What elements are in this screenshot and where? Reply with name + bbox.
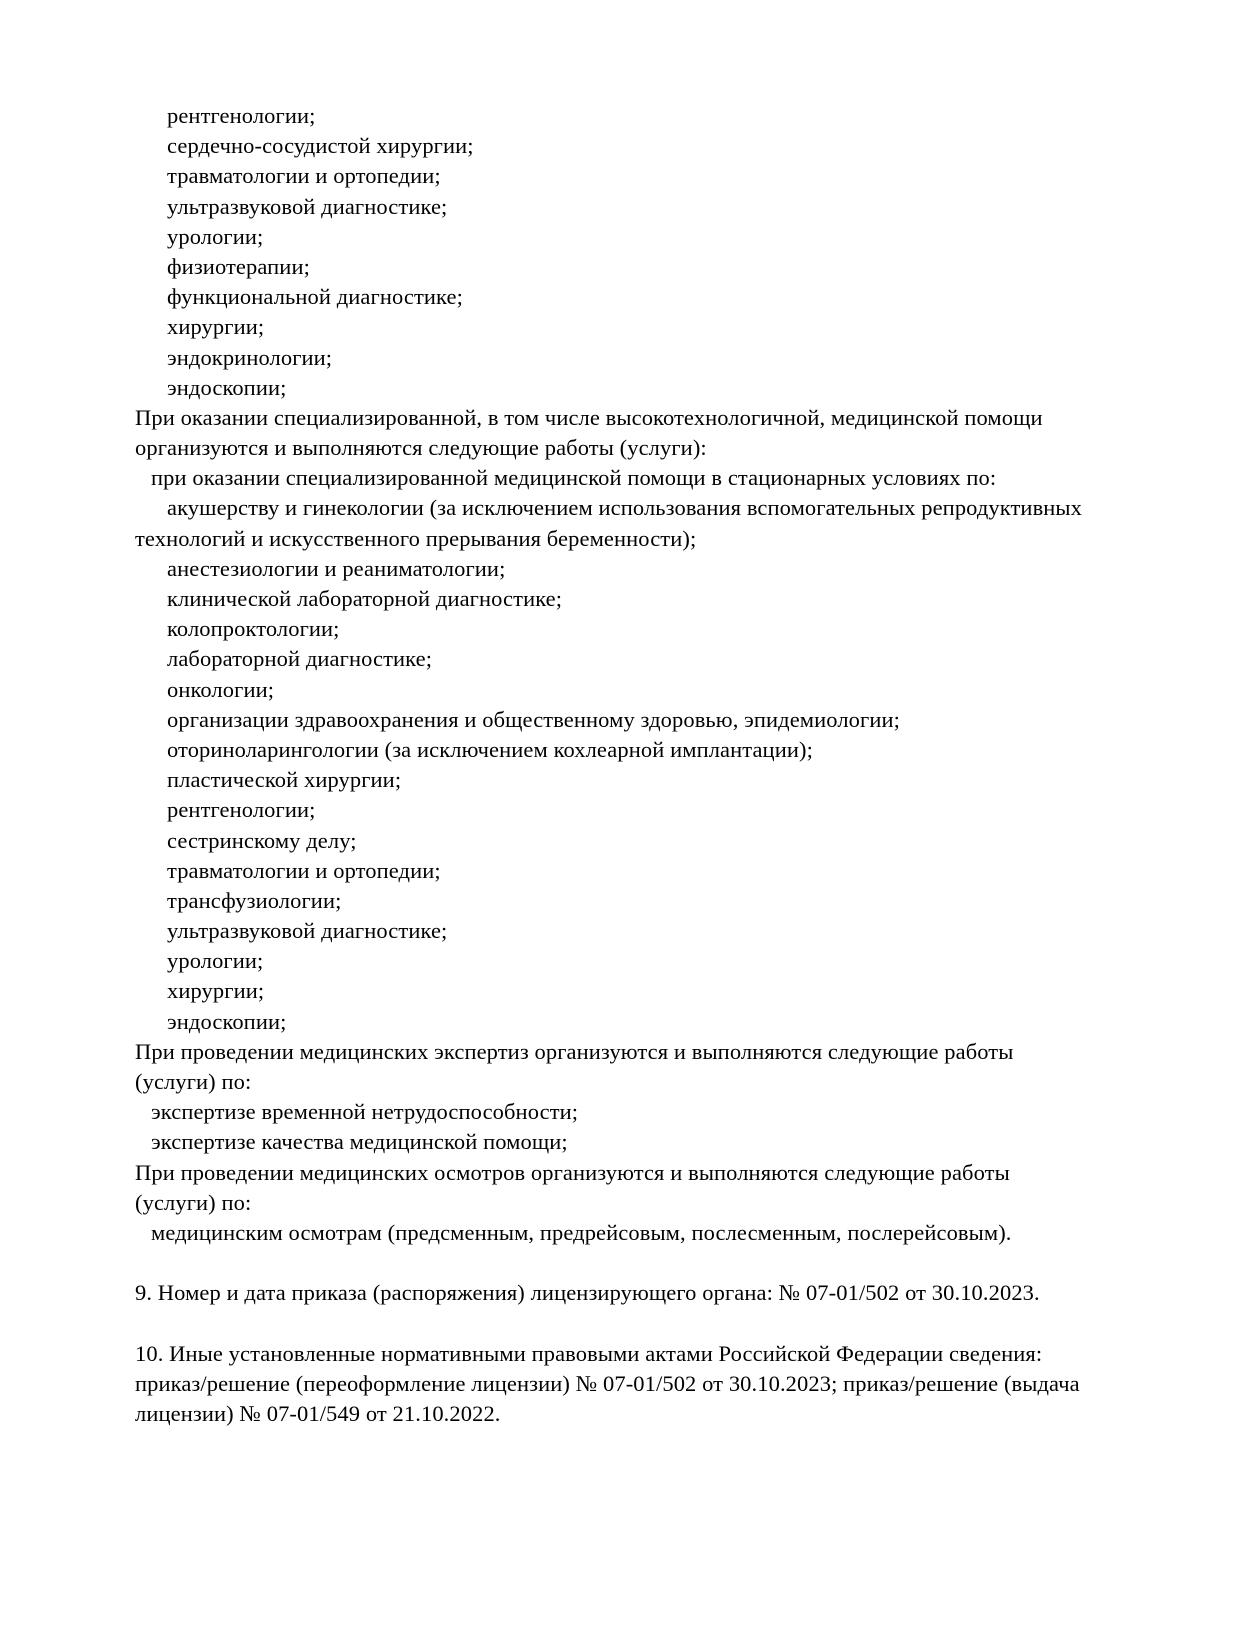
text-line: оториноларингологии (за исключением кохлеарной имплантации);	[167, 736, 813, 762]
text-line: 9. Номер и дата приказа (распоряжения) лицензирующего органа: № 07-01/502 от 30.10.2023.	[135, 1280, 1040, 1306]
text-line: трансфузиологии;	[167, 887, 342, 913]
text-line: (услуги) по:	[135, 1189, 252, 1215]
text-line: травматологии и ортопедии;	[167, 857, 441, 883]
text-line: медицинским осмотрам (предсменным, предрейсовым, послесменным, послерейсовым).	[151, 1219, 1012, 1245]
text-line: сестринскому делу;	[167, 827, 357, 853]
text-line: приказ/решение (переоформление лицензии) № 07-01/502 от 30.10.2023; приказ/решение (выдача	[135, 1370, 1080, 1396]
text-line: функциональной диагностике;	[167, 284, 463, 310]
text-line: При проведении медицинских экспертиз организуются и выполняются следующие работы	[135, 1038, 1014, 1064]
text-line: клинической лабораторной диагностике;	[167, 586, 563, 611]
text-line: колопроктологии;	[167, 616, 340, 642]
text-line: лицензии) № 07-01/549 от 21.10.2022.	[135, 1401, 501, 1427]
text-line: травматологии и ортопедии;	[167, 163, 441, 189]
text-line: ультразвуковой диагностике;	[167, 918, 448, 944]
text-line	[0, 1248, 1240, 1278]
text-line	[0, 1309, 1240, 1339]
text-line: При проведении медицинских осмотров организуются и выполняются следующие работы	[135, 1159, 1010, 1185]
text-line: сердечно-сосудистой хирургии;	[167, 133, 474, 159]
text-line: хирургии;	[167, 978, 265, 1004]
text-line: (услуги) по:	[135, 1069, 252, 1094]
text-line: анестезиологии и реаниматологии;	[167, 555, 506, 581]
document-lines	[0, 101, 1240, 1429]
text-line: акушерству и гинекологии (за исключением использования вспомогательных репродуктивных	[167, 495, 1083, 521]
text-line: пластической хирургии;	[167, 767, 402, 793]
text-line: технологий и искусственного прерывания беременности);	[135, 525, 697, 551]
text-line: лабораторной диагностике;	[167, 646, 433, 672]
text-line: эндоскопии;	[167, 1008, 287, 1034]
text-line: хирургии;	[167, 314, 265, 340]
text-line: экспертизе качества медицинской помощи;	[151, 1129, 568, 1155]
text-line: организуются и выполняются следующие работы (услуги):	[135, 435, 707, 461]
text-line: 10. Иные установленные нормативными правовыми актами Российской Федерации сведения:	[135, 1340, 1043, 1366]
text-line: урологии;	[167, 948, 264, 974]
text-line: эндокринологии;	[167, 344, 333, 370]
text-line: рентгенологии;	[167, 797, 316, 823]
text-line: урологии;	[167, 223, 264, 249]
text-line: экспертизе временной нетрудоспособности;	[151, 1099, 579, 1125]
text-line: физиотерапии;	[167, 253, 310, 279]
text-line: ультразвуковой диагностике;	[167, 193, 448, 219]
text-line: При оказании специализированной, в том числе высокотехнологичной, медицинской помощи	[135, 404, 1043, 430]
text-line: организации здравоохранения и общественному здоровью, эпидемиологии;	[167, 706, 900, 732]
text-line: при оказании специализированной медицинской помощи в стационарных условиях по:	[151, 465, 997, 491]
text-line: онкологии;	[167, 676, 275, 702]
text-line: эндоскопии;	[167, 374, 287, 400]
text-line: рентгенологии;	[167, 103, 316, 128]
